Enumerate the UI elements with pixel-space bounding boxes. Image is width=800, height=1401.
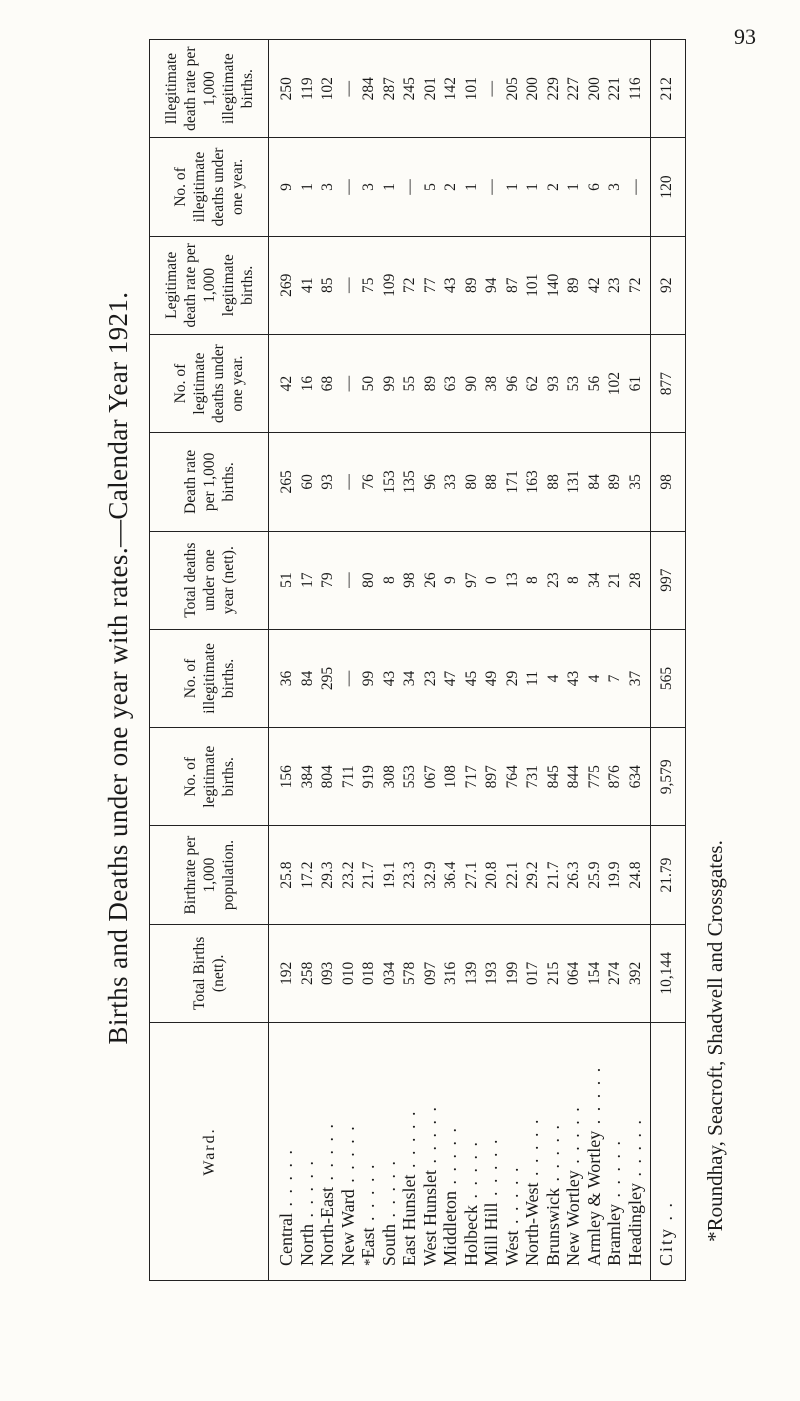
data-cell: 13 [503,531,524,629]
ward-name-cell [605,1023,626,1281]
data-cell: 9 [269,138,298,236]
data-cell: 010 [339,924,360,1022]
table-row [269,40,298,1281]
data-cell: — [339,40,360,138]
leader-dots: . . . . . [522,1117,542,1183]
ward-name: Headingley [624,1183,645,1266]
leader-dots: . . . . . [317,1122,337,1188]
data-cell: 711 [339,728,360,826]
ward-name-cell [441,1023,462,1281]
ward-name-cell [269,1023,298,1281]
total-cell: 120 [651,138,686,236]
ward-name: West [501,1230,522,1266]
data-cell: 845 [544,728,565,826]
data-cell: 84 [298,629,319,727]
data-cell: 131 [564,433,585,531]
data-cell: 140 [544,236,565,334]
data-cell: 98 [400,531,421,629]
data-cell: 265 [269,433,298,531]
leader-dots: . . . . . [440,1126,460,1191]
data-cell: 27.1 [462,826,483,924]
data-cell: 1 [298,138,319,236]
column-header-10: Illegitimate death rate per 1,000 illegitimate births. [150,40,269,138]
data-cell: 26.3 [564,826,585,924]
data-cell: 22.1 [503,826,524,924]
data-cell: 77 [421,236,442,334]
data-cell: 20.8 [482,826,503,924]
data-cell: 89 [564,236,585,334]
data-cell: — [339,138,360,236]
data-cell: — [482,138,503,236]
data-cell: — [339,334,360,432]
data-cell: 193 [482,924,503,1022]
ward-name: South [378,1223,399,1266]
data-cell: 96 [421,433,442,531]
data-cell: 33 [441,433,462,531]
data-cell: 11 [523,629,544,727]
data-cell: 5 [421,138,442,236]
data-cell: 142 [441,40,462,138]
data-cell: 36 [269,629,298,727]
data-cell: 43 [380,629,401,727]
header-row [150,40,269,1281]
data-cell: 8 [380,531,401,629]
data-cell: 76 [359,433,380,531]
data-cell: 45 [462,629,483,727]
leader-dots: . . . . . [542,1123,563,1188]
column-header-1: Total Births (nett). [150,924,269,1022]
data-cell: 43 [564,629,585,727]
births-deaths-table [149,39,686,1281]
data-cell: 2 [544,138,565,236]
ward-name: Bramley [604,1204,624,1266]
data-cell: — [400,138,421,236]
data-cell: 3 [605,138,626,236]
footnote: *Roundhay, Seacroft, Shadwell and Crossgates. [703,840,727,1242]
data-cell: 775 [585,728,606,826]
data-cell: 23 [605,236,626,334]
table-row [605,40,626,1281]
data-cell: 295 [318,629,339,727]
table-row [421,40,442,1281]
data-cell: 21.7 [359,826,380,924]
data-cell: 28 [626,531,651,629]
data-cell: 29 [503,629,524,727]
data-cell: 23.2 [339,826,360,924]
data-cell: 154 [585,924,606,1022]
leader-dots: . . [656,1200,676,1227]
data-cell: 17.2 [298,826,319,924]
data-cell: 96 [503,334,524,432]
column-header-7: No. of legitimate deaths under one year. [150,334,269,432]
ward-name: East [358,1227,378,1259]
data-cell: 34 [585,531,606,629]
data-cell: 135 [400,433,421,531]
data-cell: 26 [421,531,442,629]
table-row [380,40,401,1281]
data-cell: 1 [380,138,401,236]
data-cell: 897 [482,728,503,826]
data-cell: 89 [605,433,626,531]
data-cell: 8 [523,531,544,629]
data-cell: 017 [523,924,544,1022]
data-cell: 23.3 [400,826,421,924]
data-cell: 85 [318,236,339,334]
total-cell: 877 [651,334,686,432]
data-cell: 578 [400,924,421,1022]
data-cell: 38 [482,334,503,432]
data-cell: 6 [585,138,606,236]
data-cell: 72 [626,236,651,334]
ward-name-cell [626,1023,651,1281]
data-cell: 171 [503,433,524,531]
leader-dots: . . . . . [481,1137,501,1203]
data-cell: 3 [318,138,339,236]
table-row [318,40,339,1281]
data-cell: 41 [298,236,319,334]
ward-name-cell [462,1023,483,1281]
data-cell: 21.7 [544,826,565,924]
ward-name: West Hunslet [419,1169,440,1266]
data-cell: 49 [482,629,503,727]
data-cell: 56 [585,334,606,432]
data-cell: 101 [523,236,544,334]
table-row [359,40,380,1281]
data-cell: 163 [523,433,544,531]
rates-table-rotated [149,40,676,1281]
data-cell: 80 [359,531,380,629]
ward-name: Central [276,1213,296,1266]
table-row [482,40,503,1281]
total-cell: 21.79 [651,826,686,924]
column-header-2: Birthrate per 1,000 population. [150,826,269,924]
data-cell: 2 [441,138,462,236]
data-cell: 88 [544,433,565,531]
data-cell: 199 [503,924,524,1022]
data-cell: 284 [359,40,380,138]
ward-name: Mill Hill [481,1202,501,1266]
data-cell: 72 [400,236,421,334]
data-cell: 51 [269,531,298,629]
data-cell: 9 [441,531,462,629]
data-cell: 43 [441,236,462,334]
data-cell: 1 [503,138,524,236]
data-cell: 94 [482,236,503,334]
data-cell: 215 [544,924,565,1022]
total-cell: 10,144 [651,924,686,1022]
ward-name: Armley & Wortley [583,1130,604,1266]
data-cell: 7 [605,629,626,727]
total-label [651,1023,686,1281]
data-cell: 227 [564,40,585,138]
leader-dots: . . . . . [563,1105,583,1171]
data-cell: 245 [400,40,421,138]
ward-name: North-West [522,1182,542,1266]
data-cell: 1 [523,138,544,236]
data-cell: 19.9 [605,826,626,924]
ward-name-cell [585,1023,606,1281]
data-cell: 844 [564,728,585,826]
data-cell: — [339,433,360,531]
data-cell: 87 [503,236,524,334]
leader-dots: . . . . . [337,1124,358,1190]
leader-dots: . . . . . [399,1109,419,1175]
data-cell: 47 [441,629,462,727]
ward-name-cell [339,1023,360,1281]
data-cell: 764 [503,728,524,826]
data-cell: 064 [564,924,585,1022]
data-cell: 201 [421,40,442,138]
data-cell: 876 [605,728,626,826]
data-cell: 153 [380,433,401,531]
data-cell: 53 [564,334,585,432]
data-cell: 24.8 [626,826,651,924]
data-cell: — [339,629,360,727]
data-cell: 16 [298,334,319,432]
table-row [585,40,606,1281]
data-cell: 62 [523,334,544,432]
data-cell: 229 [544,40,565,138]
data-cell: 17 [298,531,319,629]
table-row [339,40,360,1281]
data-cell: 287 [380,40,401,138]
data-cell: — [626,138,651,236]
data-cell: 717 [462,728,483,826]
data-cell: 90 [462,334,483,432]
data-cell: 93 [318,433,339,531]
data-cell: 89 [421,334,442,432]
data-cell: 102 [605,334,626,432]
data-cell: 93 [544,334,565,432]
data-cell: 29.3 [318,826,339,924]
ward-name-cell [523,1023,544,1281]
ward-name: Holbeck [460,1205,481,1266]
data-cell: 99 [380,334,401,432]
page-number: 93 [734,24,756,49]
data-cell: 200 [523,40,544,138]
leader-dots: . . . . . [583,1065,604,1131]
column-header-9: No. of illegitimate deaths under one year. [150,138,269,236]
data-cell: 116 [626,40,651,138]
total-ward-name: City [656,1226,676,1266]
data-cell: 89 [462,236,483,334]
data-cell: 25.8 [269,826,298,924]
leader-dots: . . . . . [604,1139,624,1205]
data-cell: 23 [544,531,565,629]
ward-name-cell [400,1023,421,1281]
table-row [626,40,651,1281]
data-cell: 392 [626,924,651,1022]
leader-dots: . . . . . [296,1159,317,1224]
data-cell: 919 [359,728,380,826]
leader-dots: . . . . . [276,1148,296,1214]
data-cell: 80 [462,433,483,531]
data-cell: 37 [626,629,651,727]
ward-name-cell [544,1023,565,1281]
table-row [441,40,462,1281]
ward-name-cell [482,1023,503,1281]
data-cell: 634 [626,728,651,826]
ward-name: New Ward [337,1189,358,1266]
data-cell: 50 [359,334,380,432]
total-cell: 92 [651,236,686,334]
data-cell: 99 [359,629,380,727]
data-cell: 316 [441,924,462,1022]
data-cell: 25.9 [585,826,606,924]
table-row [523,40,544,1281]
column-header-ward: Ward. [150,1023,269,1281]
ward-name-cell [380,1023,401,1281]
total-cell: 9,579 [651,728,686,826]
data-cell: 119 [298,40,319,138]
column-header-8: Legitimate death rate per 1,000 legitimate births. [150,236,269,334]
ward-name-cell [421,1023,442,1281]
data-cell: 84 [585,433,606,531]
data-cell: 200 [585,40,606,138]
data-cell: 097 [421,924,442,1022]
data-cell: 109 [380,236,401,334]
column-header-4: No. of illegitimate births. [150,629,269,727]
data-cell: 23 [421,629,442,727]
table-row [400,40,421,1281]
data-cell: 88 [482,433,503,531]
total-cell: 98 [651,433,686,531]
leader-dots: . . . . . [460,1140,481,1206]
ward-name-cell [318,1023,339,1281]
data-cell: 3 [359,138,380,236]
data-cell: 42 [585,236,606,334]
data-cell: — [482,40,503,138]
data-cell: 093 [318,924,339,1022]
data-cell: 205 [503,40,524,138]
total-cell: 565 [651,629,686,727]
data-cell: 97 [462,531,483,629]
ward-name-cell [564,1023,585,1281]
data-cell: — [339,236,360,334]
data-cell: 4 [585,629,606,727]
data-cell: — [339,531,360,629]
ward-name-cell [503,1023,524,1281]
leader-dots: . . . . . [501,1165,522,1231]
data-cell: 156 [269,728,298,826]
data-cell: 21 [605,531,626,629]
table-row [462,40,483,1281]
page-title: Births and Deaths under one year with rates.—Calendar Year 1921. [103,291,133,1045]
data-cell: 384 [298,728,319,826]
data-cell: 1 [564,138,585,236]
data-cell: 274 [605,924,626,1022]
data-cell: 192 [269,924,298,1022]
data-cell: 018 [359,924,380,1022]
data-cell: 101 [462,40,483,138]
ward-name: North [296,1224,317,1266]
total-cell: 997 [651,531,686,629]
ward-name-cell [298,1023,319,1281]
ward-name: Middleton [440,1191,460,1266]
table-row [298,40,319,1281]
data-cell: 308 [380,728,401,826]
data-cell: 55 [400,334,421,432]
table-row [544,40,565,1281]
data-cell: 067 [421,728,442,826]
data-cell: 804 [318,728,339,826]
ward-name-cell [359,1023,380,1281]
total-row [651,40,686,1281]
data-cell: 32.9 [421,826,442,924]
data-cell: 553 [400,728,421,826]
data-cell: 63 [441,334,462,432]
data-cell: 34 [400,629,421,727]
data-cell: 4 [544,629,565,727]
data-cell: 1 [462,138,483,236]
data-cell: 79 [318,531,339,629]
data-cell: 35 [626,433,651,531]
leader-dots: . . . . . [358,1162,378,1228]
data-cell: 19.1 [380,826,401,924]
data-cell: 034 [380,924,401,1022]
data-cell: 258 [298,924,319,1022]
ward-footnote-marker: * [362,1258,378,1266]
data-cell: 269 [269,236,298,334]
table-body [269,40,651,1281]
data-cell: 68 [318,334,339,432]
table-row [503,40,524,1281]
data-cell: 0 [482,531,503,629]
total-cell: 212 [651,40,686,138]
data-cell: 102 [318,40,339,138]
data-cell: 60 [298,433,319,531]
data-cell: 250 [269,40,298,138]
data-cell: 221 [605,40,626,138]
leader-dots: . . . . . [378,1158,399,1224]
ward-name: New Wortley [563,1170,583,1266]
data-cell: 61 [626,334,651,432]
ward-name: East Hunslet [399,1174,419,1266]
data-cell: 731 [523,728,544,826]
ward-name: Brunswick [542,1188,563,1266]
data-cell: 139 [462,924,483,1022]
column-header-6: Death rate per 1,000 births. [150,433,269,531]
leader-dots: . . . . . [419,1104,440,1170]
data-cell: 29.2 [523,826,544,924]
column-header-5: Total deaths under one year (nett). [150,531,269,629]
data-cell: 42 [269,334,298,432]
ward-name: North-East [317,1187,337,1266]
data-cell: 36.4 [441,826,462,924]
data-cell: 8 [564,531,585,629]
column-header-3: No. of legitimate births. [150,728,269,826]
data-cell: 75 [359,236,380,334]
table-row [564,40,585,1281]
leader-dots: . . . . . [624,1118,645,1184]
data-cell: 108 [441,728,462,826]
